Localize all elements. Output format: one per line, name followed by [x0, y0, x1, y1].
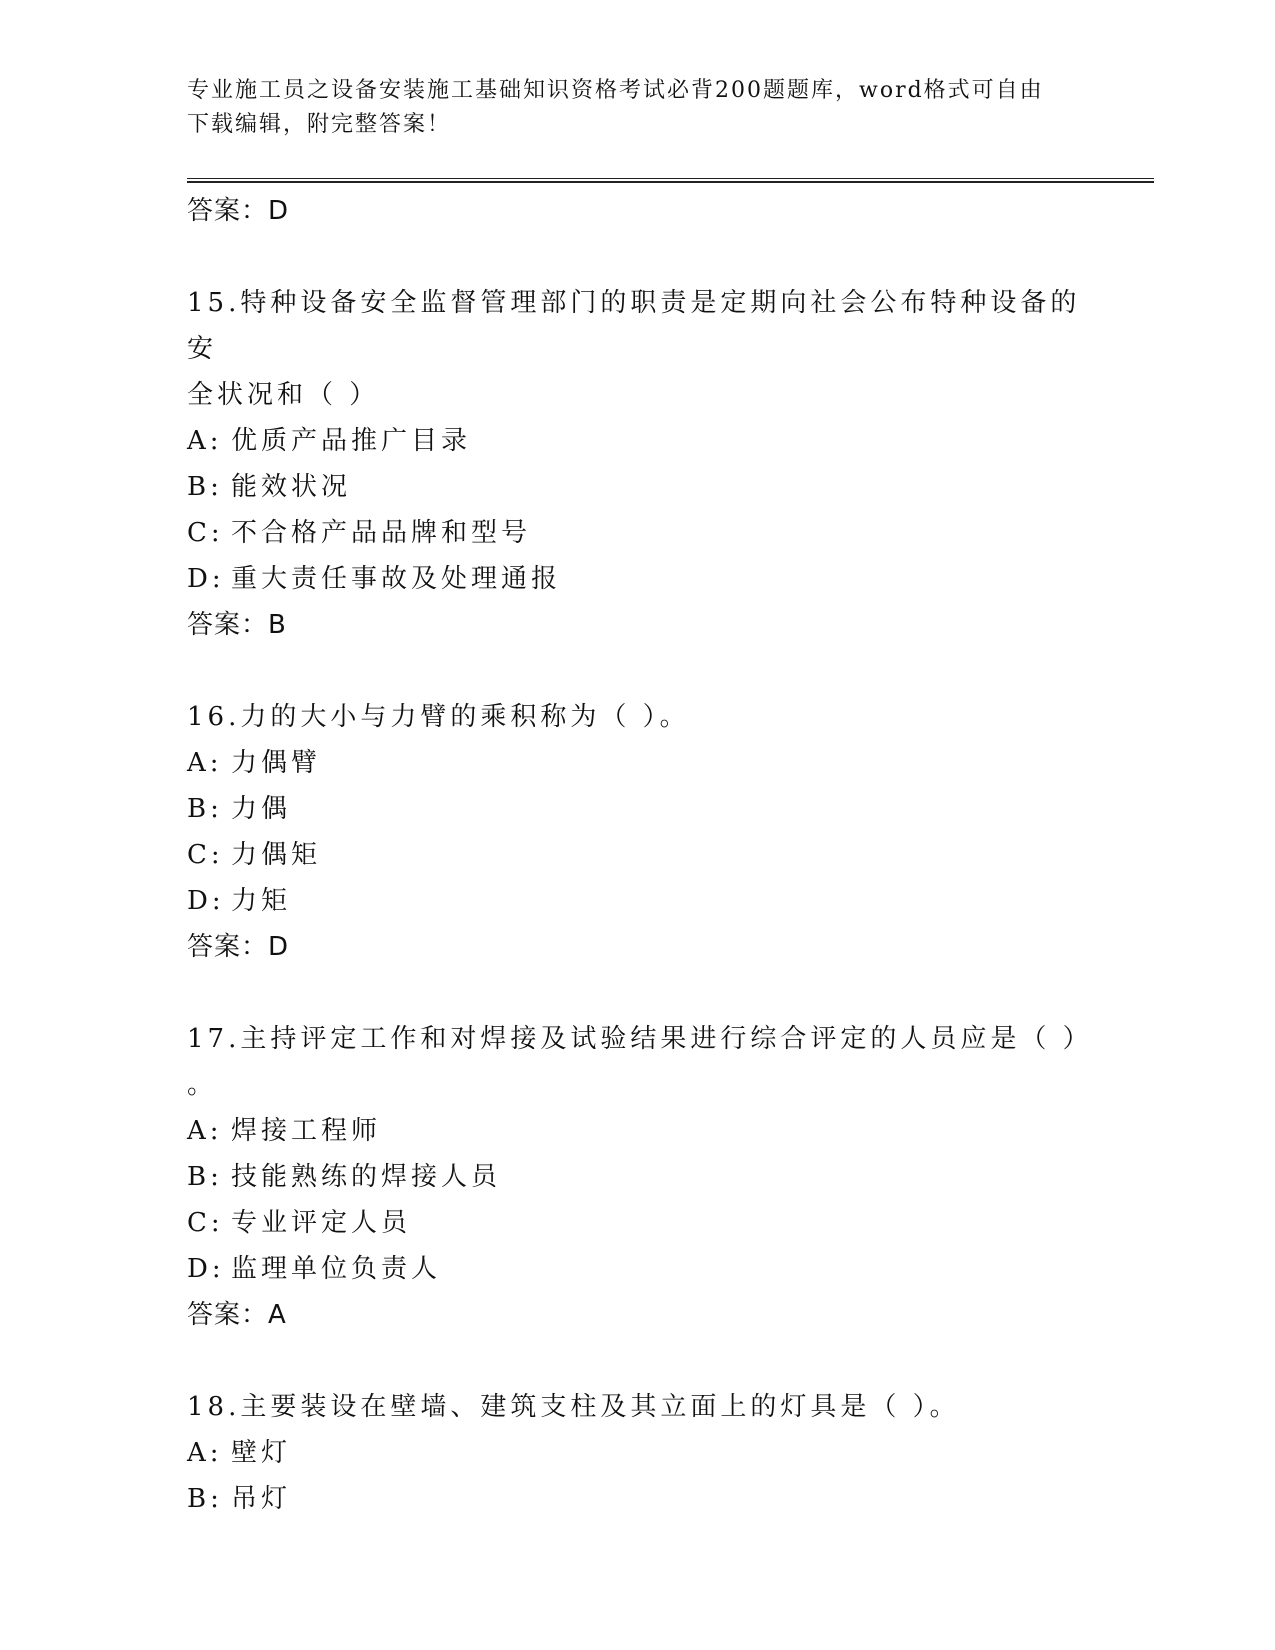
- option-text: 监理单位负责人: [231, 1254, 442, 1284]
- option-letter: A:: [187, 748, 223, 778]
- question-17: [187, 1016, 1093, 1338]
- option-text: 能效状况: [231, 472, 352, 502]
- previous-answer: 答案：D: [187, 196, 290, 226]
- option-letter: B:: [187, 472, 223, 502]
- option-text: 吊灯: [231, 1484, 292, 1514]
- option-a: [187, 418, 1087, 464]
- option-b: [187, 1154, 1087, 1200]
- option-letter: A:: [187, 426, 223, 456]
- header-line-2: 下载编辑，附完整答案！: [187, 112, 452, 137]
- option-a: [187, 740, 1087, 786]
- option-text: 专业评定人员: [231, 1208, 412, 1238]
- question-15: [187, 280, 1087, 648]
- question-18: [187, 1384, 1087, 1522]
- option-c: [187, 1200, 1087, 1246]
- option-letter: A:: [187, 1116, 223, 1146]
- option-letter: C:: [187, 518, 224, 548]
- option-text: 优质产品推广目录: [231, 426, 472, 456]
- option-b: [187, 786, 1087, 832]
- option-letter: D:: [187, 886, 225, 916]
- question-stem: 16.力的大小与力臂的乘积称为（ ）。: [187, 702, 690, 732]
- option-b: [187, 1476, 1087, 1522]
- option-a: [187, 1430, 1087, 1476]
- option-c: [187, 832, 1087, 878]
- question-stem: 15.特种设备安全监督管理部门的职责是定期向社会公布特种设备的安: [187, 288, 1081, 364]
- option-text: 重大责任事故及处理通报: [231, 564, 562, 594]
- option-text: 力偶臂: [231, 748, 322, 778]
- option-letter: D:: [187, 1254, 225, 1284]
- option-letter: B:: [187, 1484, 223, 1514]
- option-letter: A:: [187, 1438, 223, 1468]
- question-stem-continued: 。: [187, 1070, 218, 1100]
- option-text: 技能熟练的焊接人员: [231, 1162, 502, 1192]
- answer: 答案：D: [187, 932, 290, 962]
- option-letter: B:: [187, 794, 223, 824]
- answer: 答案：B: [187, 610, 287, 640]
- header-divider-thin: [187, 178, 1154, 179]
- option-text: 力偶: [231, 794, 292, 824]
- header-line-1: 专业施工员之设备安装施工基础知识资格考试必背200题题库，word格式可自由: [187, 78, 1044, 103]
- option-text: 不合格产品品牌和型号: [231, 518, 532, 548]
- answer: 答案：A: [187, 1300, 287, 1330]
- header-divider-thick: [187, 181, 1154, 183]
- option-text: 壁灯: [231, 1438, 292, 1468]
- option-letter: B:: [187, 1162, 223, 1192]
- option-b: [187, 464, 1087, 510]
- option-letter: D:: [187, 564, 225, 594]
- question-16: [187, 694, 1087, 970]
- option-c: [187, 510, 1087, 556]
- option-a: [187, 1108, 1087, 1154]
- document-header: [187, 74, 1067, 142]
- option-d: [187, 1246, 1087, 1292]
- question-stem: 17.主持评定工作和对焊接及试验结果进行综合评定的人员应是（ ）: [187, 1024, 1093, 1054]
- option-text: 焊接工程师: [231, 1116, 382, 1146]
- option-letter: C:: [187, 1208, 224, 1238]
- option-text: 力矩: [231, 886, 292, 916]
- option-text: 力偶矩: [231, 840, 322, 870]
- question-list: [187, 188, 1093, 1522]
- option-d: [187, 878, 1087, 924]
- option-d: [187, 556, 1087, 602]
- question-stem: 18.主要装设在壁墙、建筑支柱及其立面上的灯具是（ ）。: [187, 1392, 960, 1422]
- option-letter: C:: [187, 840, 224, 870]
- question-stem-continued: 全状况和（ ）: [187, 380, 380, 410]
